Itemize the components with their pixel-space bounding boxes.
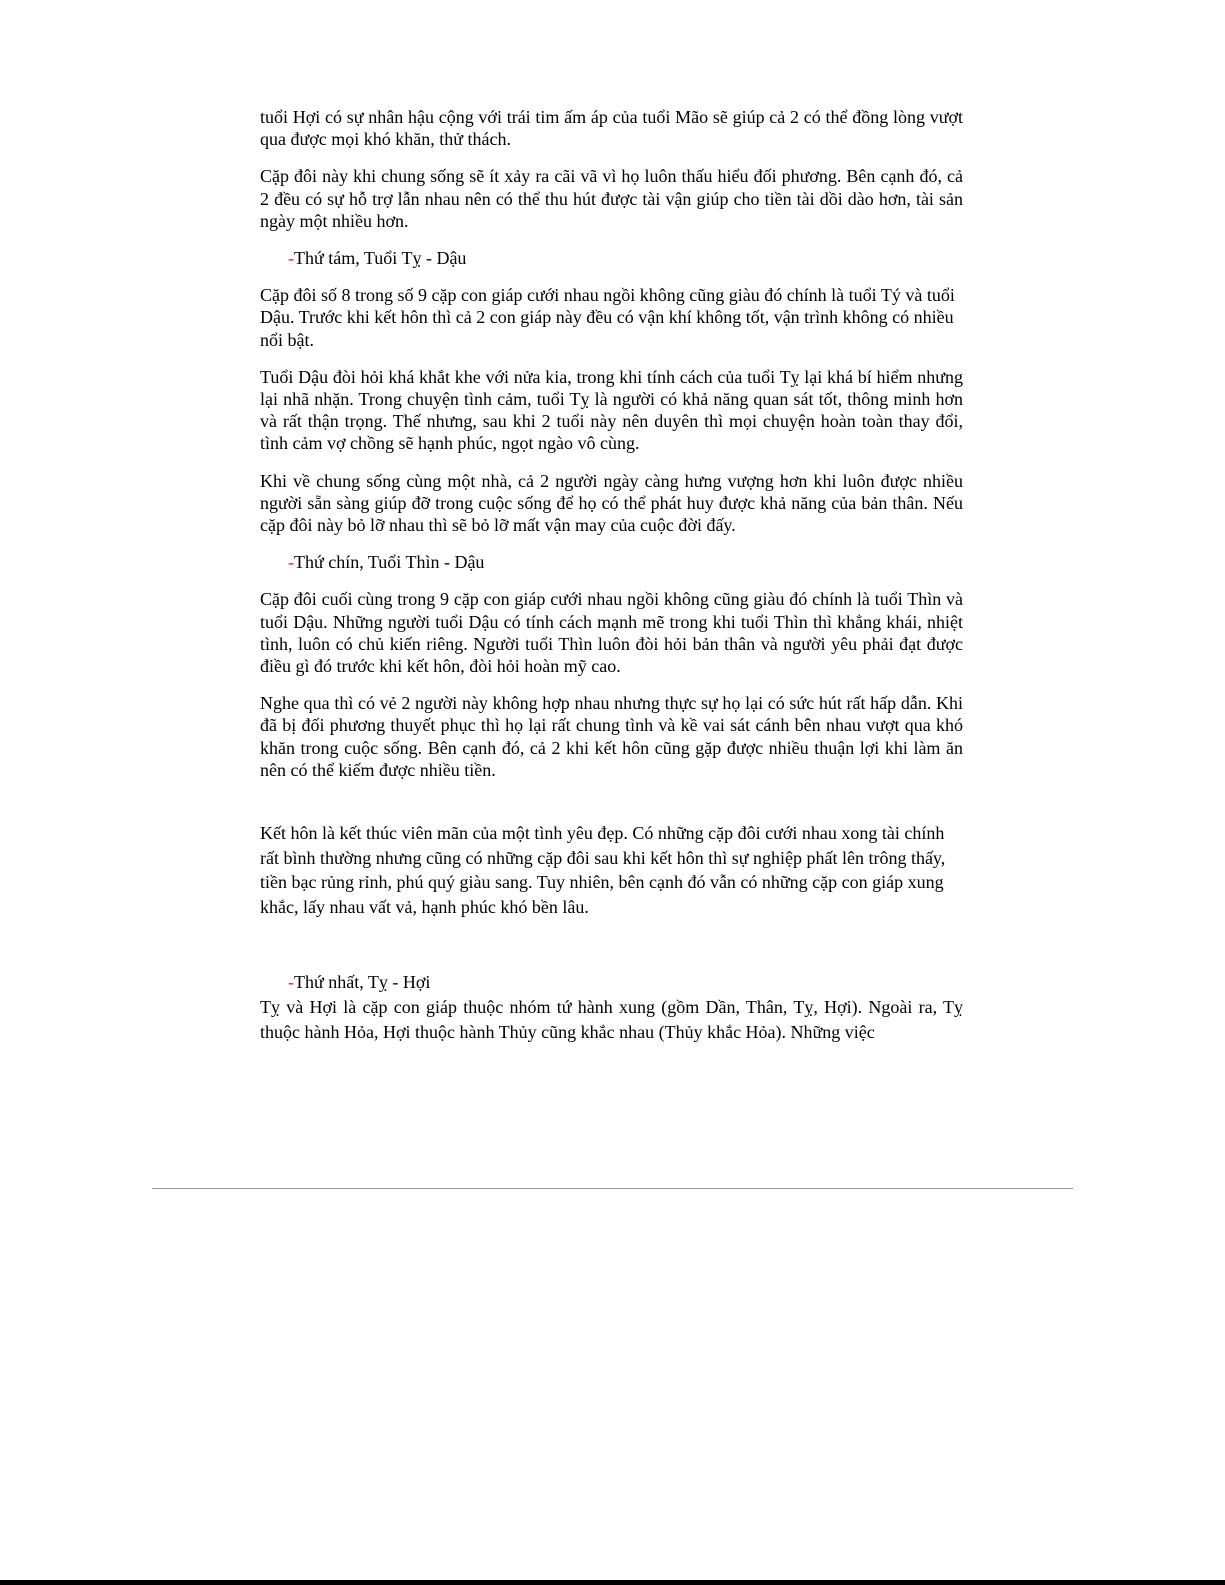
paragraph: Cặp đôi số 8 trong số 9 cặp con giáp cưới nhau ngồi không cũng giàu đó chính là tuổi Tý và tuổi Dậu. Trước khi kết hôn thì cả 2 con giáp này đều có vận khí không tốt, vận trình không có nhiều nổi bật.: [260, 285, 955, 350]
paragraph: tuổi Hợi có sự nhân hậu cộng với trái tim ấm áp của tuổi Mão sẽ giúp cả 2 có thể đồng lòng vượt qua được mọi khó khăn, thử thách.: [260, 107, 963, 150]
section-heading-9: [288, 551, 963, 573]
paragraph: Tuổi Dậu đòi hỏi khá khắt khe với nửa kia, trong khi tính cách của tuổi Tỵ lại khá bí hiểm nhưng lại nhã nhặn. Trong chuyện tình cảm, tuổi Tỵ là người có khả năng quan sát tốt, thông minh hơn và rất thận trọng. Thế nhưng, sau khi 2 tuổi này nên duyên thì mọi chuyện hoàn toàn thay đổi, tình cảm vợ chồng sẽ hạnh phúc, ngọt ngào vô cùng.: [260, 366, 963, 454]
document-body: [260, 106, 963, 1060]
section-heading-text: Thứ nhất, Tỵ - Hợi: [294, 972, 431, 993]
paragraph: Cặp đôi cuối cùng trong 9 cặp con giáp cưới nhau ngồi không cũng giàu đó chính là tuổi Thìn và tuổi Dậu. Những người tuổi Dậu có tính cách mạnh mẽ trong khi tuổi Thìn thì khẳng khái, nhiệt tình, luôn có chủ kiến riêng. Người tuổi Thìn luôn đòi hỏi bản thân và người yêu phải đạt được điều gì đó trước khi kết hôn, đòi hỏi hoàn mỹ cao.: [260, 589, 963, 677]
intro-paragraph: Kết hôn là kết thúc viên mãn của một tình yêu đẹp. Có những cặp đôi cưới nhau xong tài chính rất bình thường nhưng cũng có những cặp đôi sau khi kết hôn thì sự nghiệp phất lên trông thấy, tiền bạc rủng rỉnh, phú quý giàu sang. Tuy nhiên, bên cạnh đó vẫn có những cặp con giáp xung khắc, lấy nhau vất vả, hạnh phúc khó bền lâu.: [260, 823, 946, 917]
heading-dash: -: [288, 248, 294, 269]
section-heading-text: Thứ chín, Tuổi Thìn - Dậu: [294, 552, 485, 573]
paragraph: Tỵ và Hợi là cặp con giáp thuộc nhóm tứ hành xung (gồm Dần, Thân, Tỵ, Hợi). Ngoài ra, Tỵ thuộc hành Hỏa, Hợi thuộc hành Thủy cũng khắc nhau (Thủy khắc Hỏa). Những việc: [260, 997, 963, 1043]
section-heading-1: [288, 971, 963, 993]
heading-dash: -: [288, 972, 294, 993]
page-divider: [152, 1188, 1073, 1189]
heading-dash: -: [288, 552, 294, 573]
paragraph: Cặp đôi này khi chung sống sẽ ít xảy ra cãi vã vì họ luôn thấu hiểu đối phương. Bên cạnh đó, cả 2 đều có sự hỗ trợ lẫn nhau nên có thể thu hút được tài vận giúp cho tiền tài dồi dào hơn, tài sản ngày một nhiều hơn.: [260, 166, 963, 231]
bottom-edge: [0, 1580, 1225, 1585]
paragraph: Khi về chung sống cùng một nhà, cả 2 người ngày càng hưng vượng hơn khi luôn được nhiều người sẵn sàng giúp đỡ trong cuộc sống để họ có thể phát huy được khả năng của bản thân. Nếu cặp đôi này bỏ lỡ nhau thì sẽ bỏ lỡ mất vận may của cuộc đời đấy.: [260, 470, 963, 536]
paragraph: Nghe qua thì có vẻ 2 người này không hợp nhau nhưng thực sự họ lại có sức hút rất hấp dẫn. Khi đã bị đối phương thuyết phục thì họ lại rất chung tình và kề vai sát cánh bên nhau vượt qua khó khăn trong cuộc sống. Bên cạnh đó, cả 2 khi kết hôn cũng gặp được nhiều thuận lợi khi làm ăn nên có thể kiếm được nhiều tiền.: [260, 693, 963, 780]
section-heading-text: Thứ tám, Tuổi Tỵ - Dậu: [294, 248, 467, 269]
section-heading-8: [288, 247, 963, 269]
